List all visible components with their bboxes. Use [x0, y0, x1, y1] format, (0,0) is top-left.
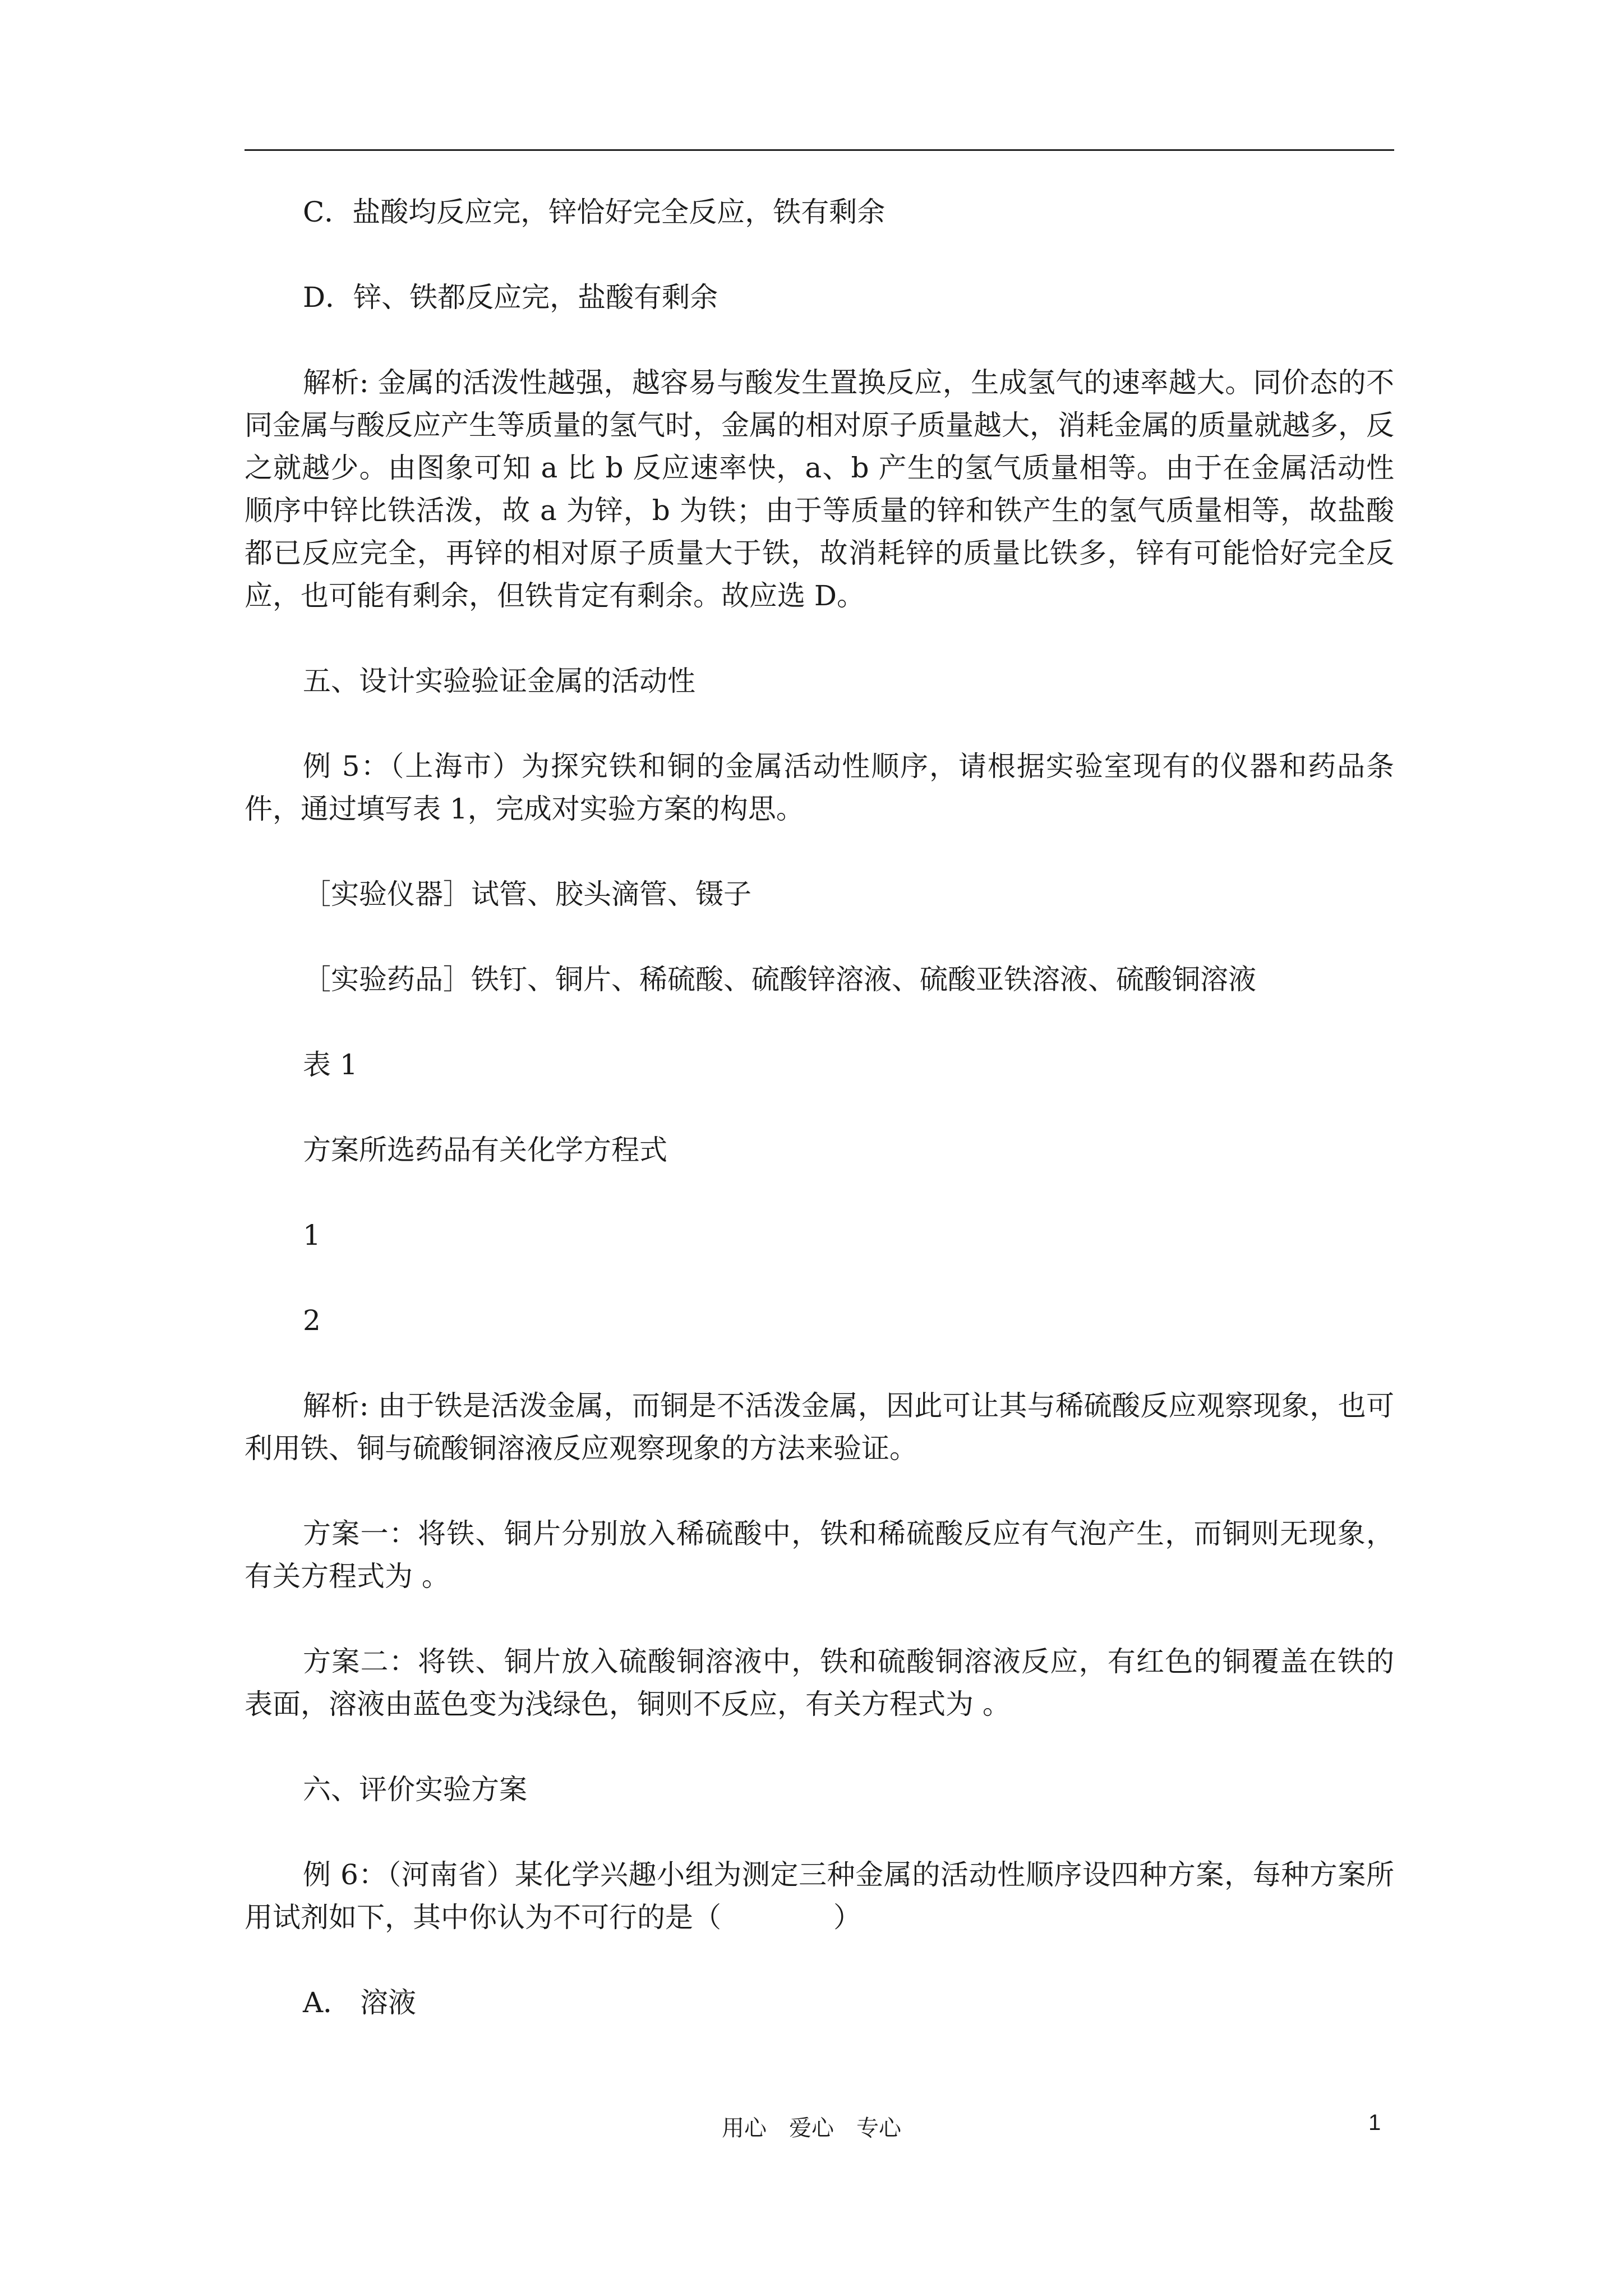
page-number: 1 — [1368, 2110, 1381, 2135]
instruments-line: ［实验仪器］试管、胶头滴管、镊子 — [303, 878, 751, 910]
page-body — [245, 191, 1394, 2067]
example-6-question: 例 6：（河南省）某化学兴趣小组为测定三种金属的活动性顺序设四种方案，每种方案所用试剂如下，其中你认为不可行的是（ ） — [245, 1858, 1394, 1934]
option-c: C．盐酸均反应完，锌恰好完全反应，铁有剩余 — [303, 196, 886, 228]
table-caption: 表 1 — [303, 1048, 358, 1081]
analysis-paragraph-2: 解析: 由于铁是活泼金属，而铜是不活泼金属，因此可让其与稀硫酸反应观察现象，也可利用铁、铜与硫酸铜溶液反应观察现象的方法来验证。 — [245, 1389, 1394, 1465]
table-header: 方案所选药品有关化学方程式 — [303, 1134, 667, 1166]
table-row-1: 1 — [303, 1219, 321, 1251]
analysis-paragraph: 解析: 金属的活泼性越强，越容易与酸发生置换反应，生成氢气的速率越大。同价态的不同金属与酸反应产生等质量的氢气时，金属的相对原子质量越大，消耗金属的质量就越多，反之就越少。由图象可知 a 比 b 反应速率快，a、b 产生的氢气质量相等。由于在金属活动性顺序中锌比铁活泼，故 a 为锌，b 为铁；由于等质量的锌和铁产生的氢气质量相等，故盐酸都已反应完全，再锌的相对原子质量大于铁，故消耗锌的质量比铁多，锌有可能恰好完全反应，也可能有剩余，但铁肯定有剩余。故应选 D。 — [245, 366, 1394, 612]
option-d: D．锌、铁都反应完，盐酸有剩余 — [303, 281, 718, 314]
plan-one: 方案一：将铁、铜片分别放入稀硫酸中，铁和稀硫酸反应有气泡产生，而铜则无现象，有关方程式为 。 — [245, 1517, 1394, 1593]
reagents-line: ［实验药品］铁钉、铜片、稀硫酸、硫酸锌溶液、硫酸亚铁溶液、硫酸铜溶液 — [303, 963, 1256, 996]
header-rule — [245, 149, 1394, 151]
table-row-2: 2 — [303, 1304, 321, 1337]
option-a: A． 溶液 — [303, 1986, 417, 2019]
section-heading-5: 五、设计实验验证金属的活动性 — [303, 665, 695, 697]
example-5-question: 例 5：（上海市）为探究铁和铜的金属活动性顺序，请根据实验室现有的仪器和药品条件，通过填写表 1，完成对实验方案的构思。 — [245, 750, 1394, 825]
section-heading-6: 六、评价实验方案 — [303, 1773, 527, 1806]
footer-motto: 用心 爱心 专心 — [722, 2115, 901, 2141]
plan-two: 方案二：将铁、铜片放入硫酸铜溶液中，铁和硫酸铜溶液反应，有红色的铜覆盖在铁的表面，溶液由蓝色变为浅绿色，铜则不反应，有关方程式为 。 — [245, 1645, 1394, 1720]
